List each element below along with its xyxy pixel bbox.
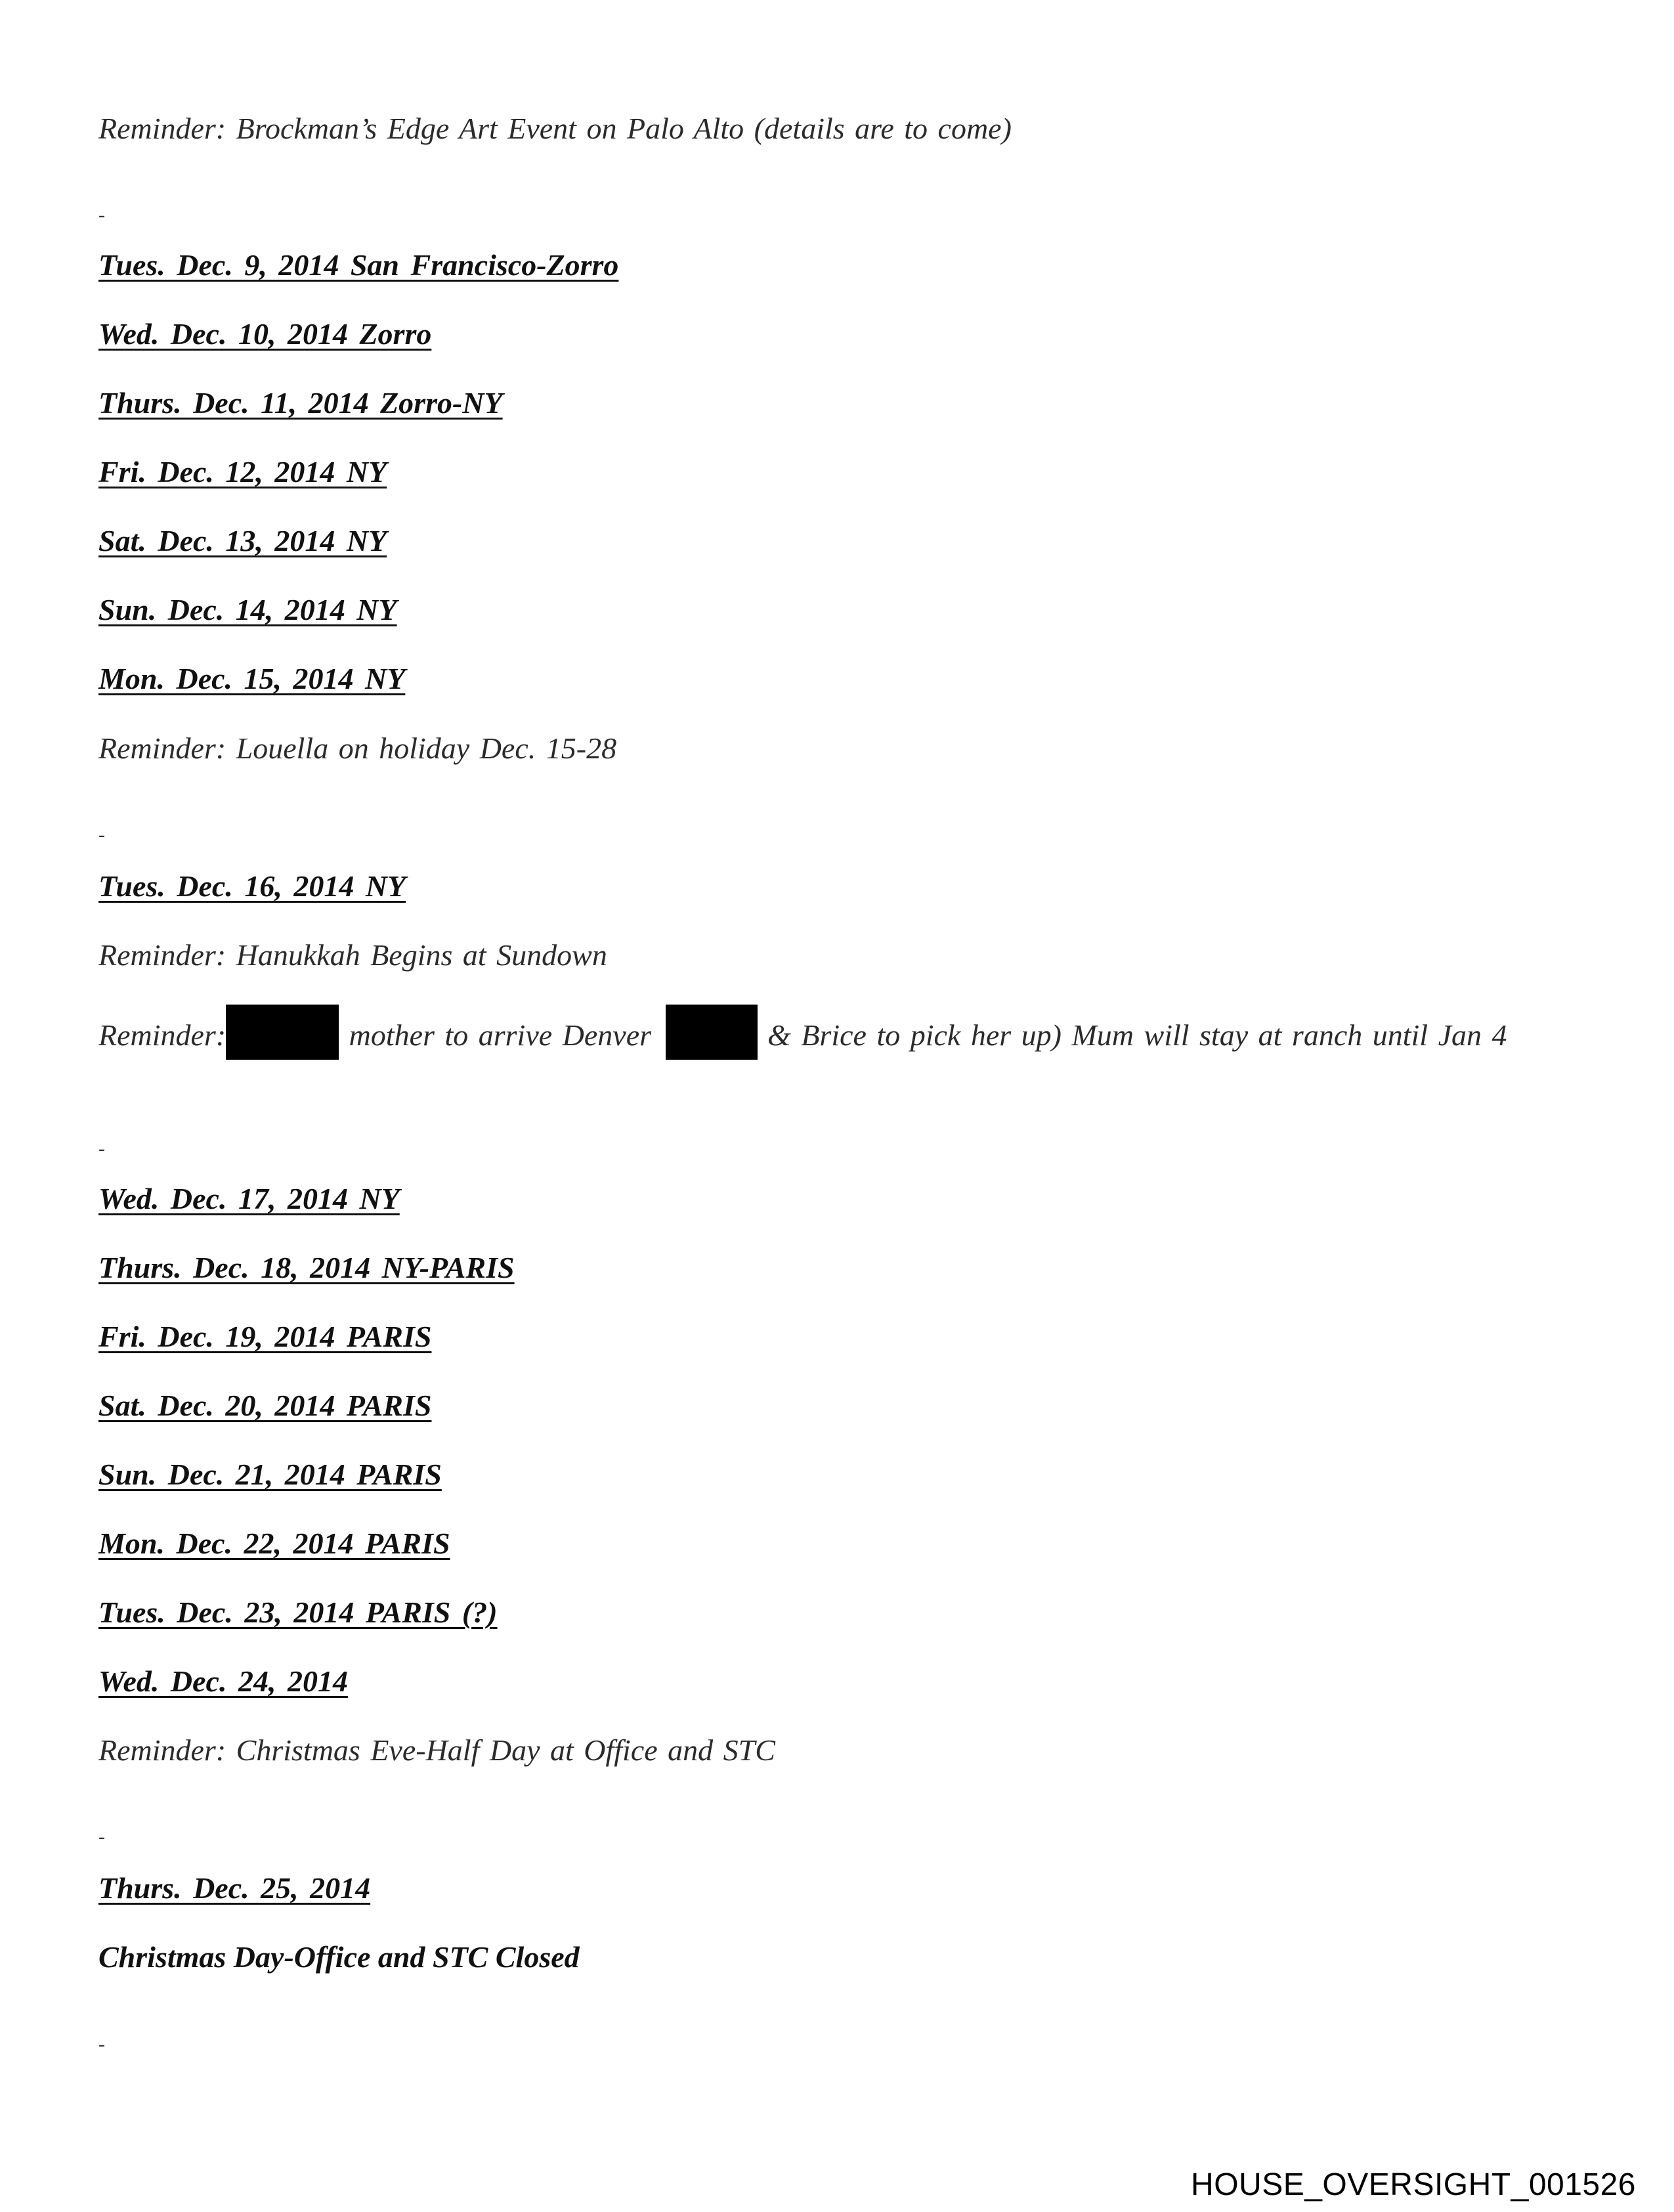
- schedule-date-dec-15: Mon. Dec. 15, 2014 NY: [98, 662, 406, 695]
- schedule-date-dec-12: Fri. Dec. 12, 2014 NY: [98, 455, 387, 488]
- schedule-date-dec-9: Tues. Dec. 9, 2014 San Francisco-Zorro: [98, 248, 619, 282]
- schedule-date-dec-19: Fri. Dec. 19, 2014 PARIS: [98, 1320, 432, 1353]
- bates-number: HOUSE_OVERSIGHT_001526: [1191, 2167, 1636, 2202]
- christmas-day-closed-note: Christmas Day-Office and STC Closed: [98, 1940, 580, 1974]
- schedule-date-dec-10: Wed. Dec. 10, 2014 Zorro: [98, 317, 432, 351]
- reminder-hanukkah: Reminder: Hanukkah Begins at Sundown: [98, 938, 607, 972]
- separator: -: [98, 1138, 105, 1160]
- schedule-date-dec-25: Thurs. Dec. 25, 2014: [98, 1871, 371, 1905]
- schedule-date-dec-16: Tues. Dec. 16, 2014 NY: [98, 869, 406, 903]
- reminder-brockman-edge-art-event: Reminder: Brockman’s Edge Art Event on Palo Alto (details are to come): [98, 112, 1012, 145]
- reminder-louella-holiday: Reminder: Louella on holiday Dec. 15-28: [98, 731, 617, 765]
- schedule-date-dec-22: Mon. Dec. 22, 2014 PARIS: [98, 1527, 450, 1560]
- schedule-date-dec-17: Wed. Dec. 17, 2014 NY: [98, 1182, 400, 1215]
- schedule-date-dec-23: Tues. Dec. 23, 2014 PARIS (?): [98, 1595, 498, 1629]
- schedule-date-dec-13: Sat. Dec. 13, 2014 NY: [98, 524, 387, 557]
- schedule-date-dec-21: Sun. Dec. 21, 2014 PARIS: [98, 1458, 442, 1491]
- schedule-date-dec-14: Sun. Dec. 14, 2014 NY: [98, 593, 397, 626]
- separator: -: [98, 2033, 105, 2055]
- schedule-date-dec-18: Thurs. Dec. 18, 2014 NY-PARIS: [98, 1251, 515, 1284]
- schedule-date-dec-20: Sat. Dec. 20, 2014 PARIS: [98, 1389, 432, 1422]
- schedule-date-dec-11: Thurs. Dec. 11, 2014 Zorro-NY: [98, 386, 503, 420]
- separator: -: [98, 204, 105, 226]
- reminder-christmas-eve: Reminder: Christmas Eve-Half Day at Office and STC: [98, 1733, 775, 1767]
- reminder-label: Reminder:: [98, 1018, 226, 1052]
- redaction-block: [226, 1005, 339, 1060]
- redaction-block: [666, 1005, 758, 1060]
- schedule-date-dec-24: Wed. Dec. 24, 2014: [98, 1664, 348, 1698]
- reminder-text-part: & Brice to pick her up) Mum will stay at ranch until Jan 4: [767, 1018, 1507, 1052]
- separator: -: [98, 824, 105, 846]
- reminder-mother-arrival: [98, 1005, 1582, 1060]
- separator: -: [98, 1826, 105, 1848]
- reminder-text-part: mother to arrive Denver: [349, 1018, 652, 1052]
